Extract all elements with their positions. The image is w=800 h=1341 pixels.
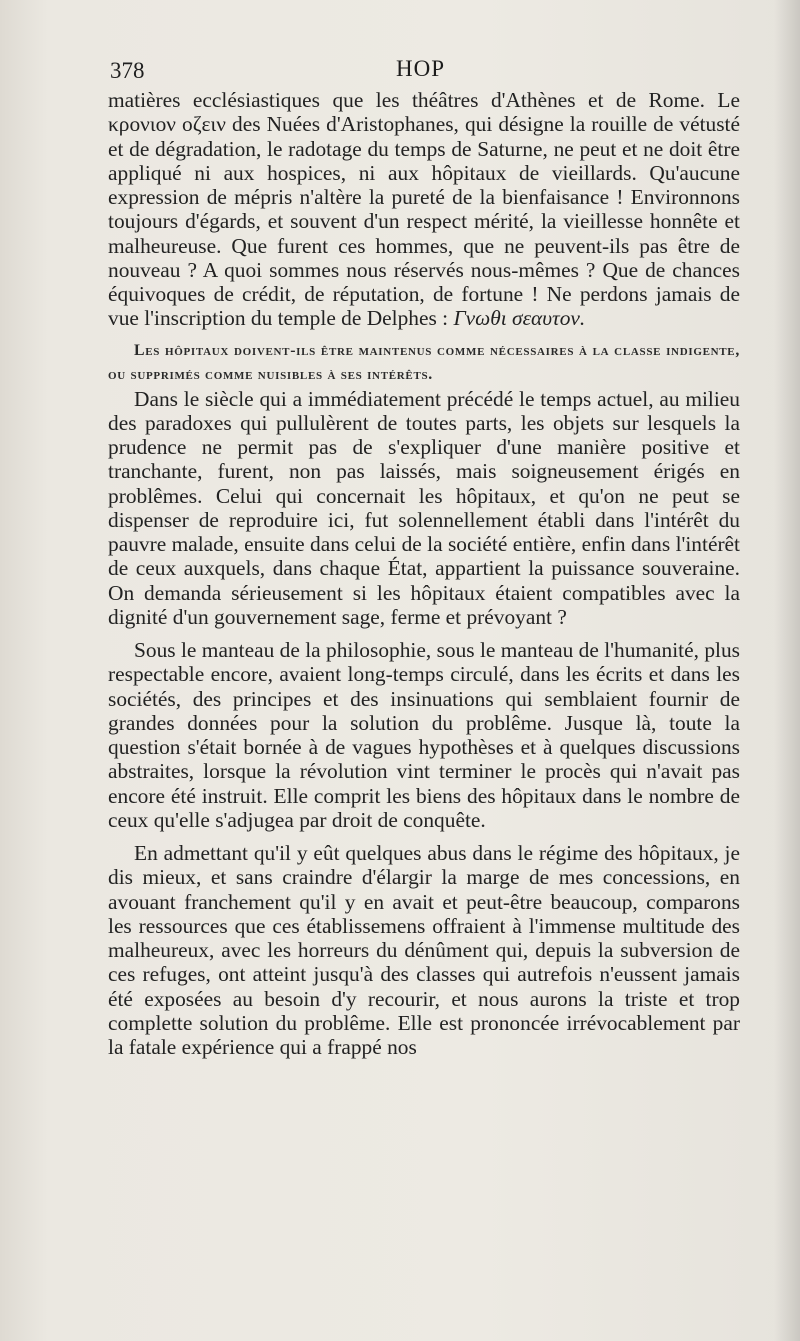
paragraph-2: Dans le siècle qui a immédiatement précédé le temps actuel, au milieu des paradoxes qui pullulèrent de toutes parts, les objets sur lesquels la prudence ne permit pas de s'expliquer d'une manière positive et tranchante, furent, non pas laissés, mais soigneusement érigés en problêmes. Celui qui concernait les hôpitaux, et qu'on ne peut se dispenser de reproduire ici, fut solennellement établi dans l'intérêt du pauvre malade, ensuite dans celui de la société entière, enfin dans l'intérêt de ceux auxquels, dans chaque État, appartient la puissance souveraine. On demanda sérieusement si les hôpitaux étaient compatibles avec la dignité d'un gouvernement sage, ferme et prévoyant ? xyxy=(108,386,740,629)
running-head: HOP xyxy=(396,56,446,81)
paragraph-3: Sous le manteau de la philosophie, sous le manteau de l'humanité, plus respectable encore, avaient long-temps circulé, dans les écrits et dans les sociétés, des principes et des insinuations qui semblaient fournir de grandes données pour la solution du problême. Jusque là, toute la question s'était bornée à de vagues hypothèses et à quelques discussions abstraites, lorsque la révolution vint terminer le procès qui n'avait pas encore été instruit. Elle comprit les biens des hôpitaux dans le nombre de ceux qu'elle s'adjugea par droit de conquête. xyxy=(108,638,740,832)
page-body xyxy=(108,88,740,1059)
page-number: 378 xyxy=(110,58,145,83)
paragraph-4: En admettant qu'il y eût quelques abus dans le régime des hôpitaux, je dis mieux, et sans craindre d'élargir la marge de mes concessions, en avouant franchement qu'il y en avait et peut-être beaucoup, comparons les ressources que ces établissemens offraient à l'immense multitude des malheureux, avec les horreurs du dénûment qui, depuis la subversion de ces refuges, ont atteint jusqu'à des classes qui autrefois n'eussent jamais été exposées au besoin d'y recourir, et nous aurons la triste et trop complette solution du problême. Elle est prononcée irrévocablement par la fatale expérience qui a frappé nos xyxy=(108,841,740,1059)
greek-inscription: Γνωθι σεαυτον. xyxy=(453,306,586,331)
page-edge-shadow xyxy=(774,0,800,1341)
page-header xyxy=(110,58,750,88)
paragraph-1 xyxy=(108,88,740,331)
paragraph-1-text: matières ecclésiastiques que les théâtres d'Athènes et de Rome. Le κρονιον οζειν des Nuées d'Aristophanes, qui désigne la rouille de vétusté et de dégradation, le radotage du temps de Saturne, ne peut et ne doit être appliqué ni aux hospices, ni aux hôpitaux de vieillards. Qu'aucune expression de mépris n'altère la pureté de la bienfaisance ! Environnons toujours d'égards, et souvent d'un respect mérité, la vieillesse honnête et malheureuse. Que furent ces hommes, que ne peuvent-ils pas être de nouveau ? A quoi sommes nous réservés nous-mêmes ? Que de chances équivoques de crédit, de réputation, de fortune ! Ne perdons jamais de vue l'inscription du temple de Delphes : xyxy=(108,88,740,331)
section-heading: Les hôpitaux doivent-ils être maintenus comme nécessaires à la classe indigente, ou supprimés comme nuisibles à ses intérêts. xyxy=(108,341,740,383)
